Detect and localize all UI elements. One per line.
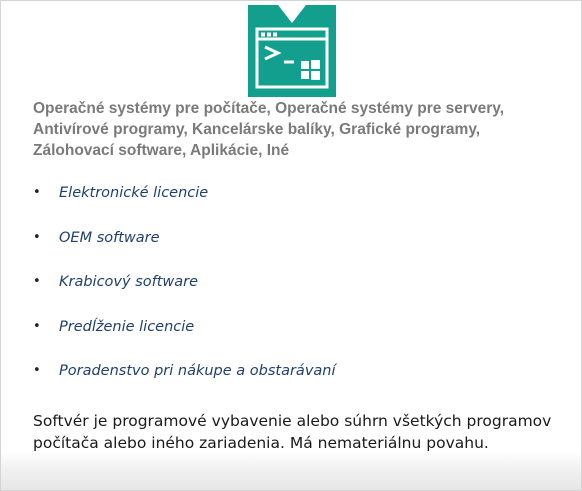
list-item-label: OEM software bbox=[59, 229, 160, 246]
list-item-label: Elektronické licencie bbox=[59, 185, 209, 201]
description-text: Softvér je programové vybavenie alebo súhrn všetkých programov počítača alebo iného zariadenia. Má nemateriálnu povahu. bbox=[33, 412, 552, 452]
bullet-icon: • bbox=[33, 363, 41, 378]
bullet-icon: • bbox=[33, 185, 41, 200]
list-item bbox=[33, 182, 336, 227]
services-list bbox=[33, 182, 336, 405]
bullet-icon: • bbox=[33, 274, 41, 289]
list-item bbox=[33, 360, 336, 405]
bullet-icon: • bbox=[33, 318, 41, 334]
list-item bbox=[33, 271, 336, 316]
list-item-label: Predĺženie licencie bbox=[59, 318, 195, 335]
list-item-label: Poradenstvo pri nákupe a obstarávaní bbox=[59, 363, 336, 379]
terminal-windows-icon bbox=[248, 5, 336, 97]
bullet-icon: • bbox=[33, 229, 41, 245]
list-item bbox=[33, 227, 336, 272]
list-item-label: Krabicový software bbox=[59, 274, 199, 290]
list-item bbox=[33, 316, 336, 361]
category-heading: Operačné systémy pre počítače, Operačné systémy pre servery, Antivírové programy, Kancelárske balíky, Grafické programy, Zálohovací software, Aplikácie, Iné bbox=[33, 100, 505, 159]
